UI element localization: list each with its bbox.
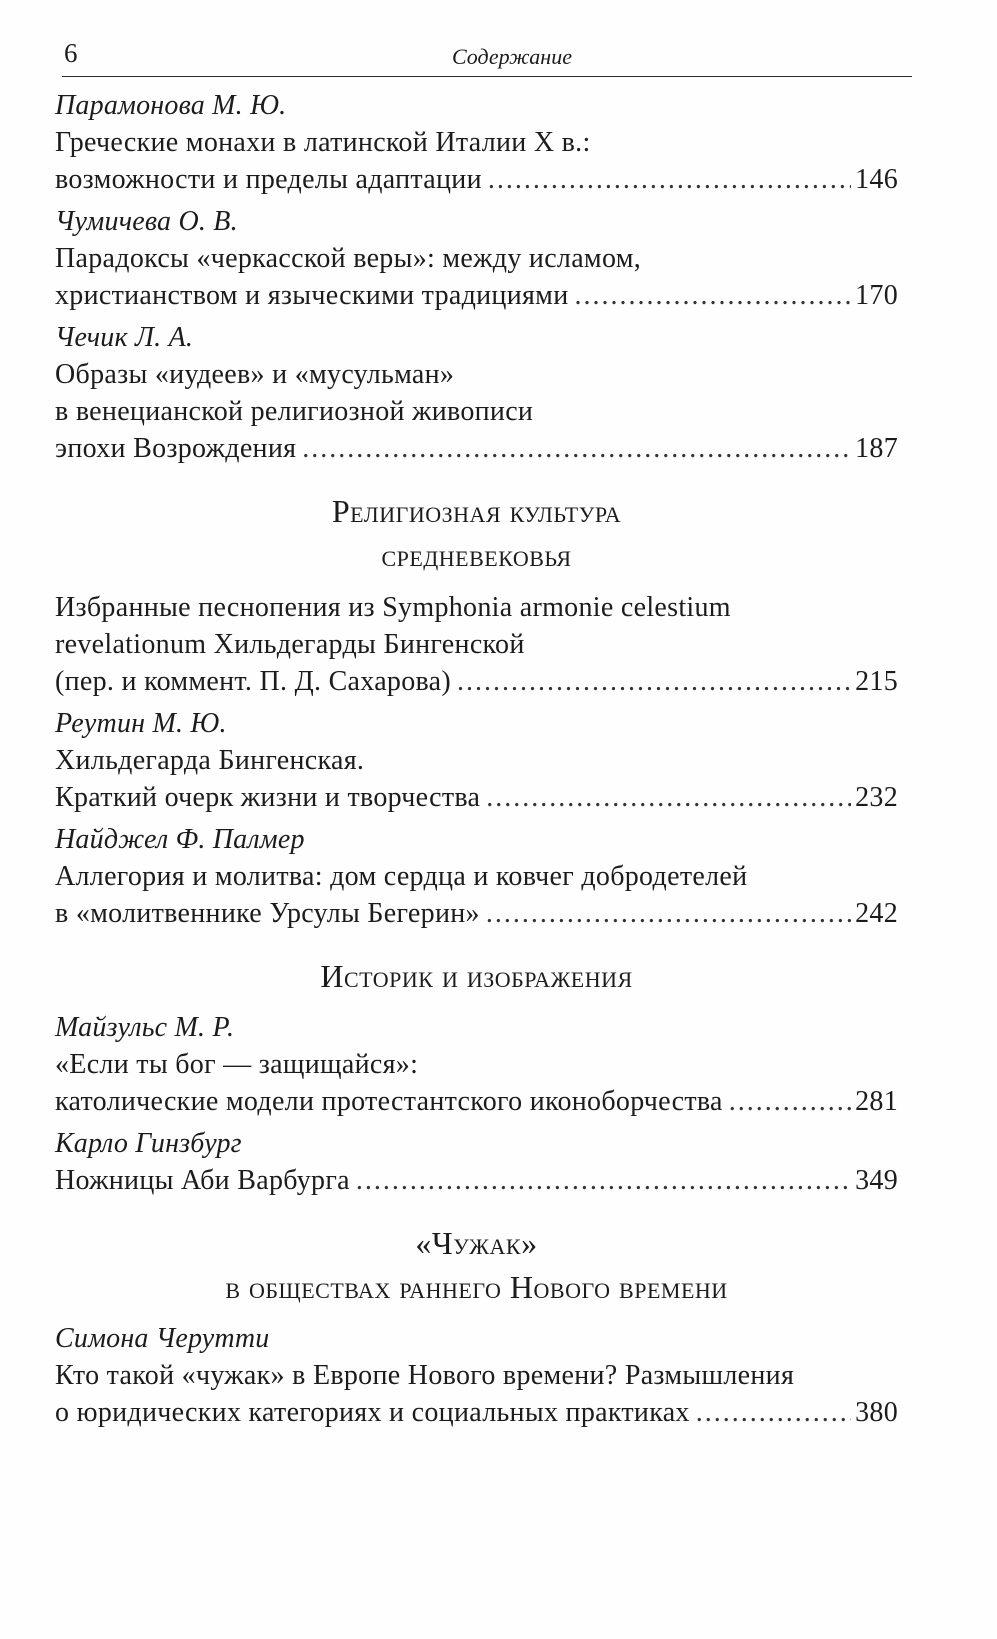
entry-title-text: о юридических категориях и социальных практиках	[55, 1397, 690, 1428]
entry-page-number: 281	[855, 1086, 898, 1117]
section-heading-line: Историк и изображения	[320, 958, 633, 994]
entry-title-last-line	[55, 779, 898, 816]
entry-title-text: христианством и языческими традициями	[55, 280, 569, 311]
section-heading	[55, 489, 898, 577]
entry-title-line: Избранные песнопения из Symphonia armonie celestium	[55, 592, 731, 623]
toc-entry	[55, 589, 898, 700]
dot-leader	[488, 161, 851, 198]
entry-title-last-line	[55, 1394, 898, 1431]
entry-author: Симона Черутти	[55, 1323, 270, 1354]
entry-title-text: (пер. и коммент. П. Д. Сахарова)	[55, 666, 452, 697]
toc-entry	[55, 706, 898, 816]
entry-author: Карло Гинзбург	[55, 1128, 242, 1159]
entry-title-line: revelationum Хильдегарды Бингенской	[55, 629, 525, 660]
section-heading	[55, 954, 898, 998]
toc-entry	[55, 1010, 898, 1120]
entry-title-line: Греческие монахи в латинской Италии X в.:	[55, 127, 591, 158]
entry-title-line: «Если ты бог — защищайся»:	[55, 1049, 419, 1080]
toc-entry	[55, 204, 898, 314]
entry-title-line: Парадоксы «черкасской веры»: между исламом,	[55, 243, 642, 274]
dot-leader	[696, 1394, 851, 1431]
entry-title-last-line	[55, 277, 898, 314]
entry-page-number: 170	[855, 280, 898, 311]
toc-entry	[55, 1321, 898, 1431]
page-header	[62, 36, 912, 77]
entry-page-number: 146	[855, 164, 898, 195]
entry-title-last-line	[55, 161, 898, 198]
section-heading	[55, 1221, 898, 1309]
dot-leader	[729, 1083, 851, 1120]
entry-page-number: 187	[855, 433, 898, 464]
toc-entry	[55, 320, 898, 467]
toc-entry	[55, 88, 898, 198]
entry-author: Чумичева О. В.	[55, 206, 238, 237]
entry-title-text: в «молитвеннике Урсулы Бегерин»	[55, 898, 480, 929]
entry-title-text: католические модели протестантского иконоборчества	[55, 1086, 723, 1117]
entry-author: Найджел Ф. Палмер	[55, 824, 305, 855]
dot-leader	[574, 277, 851, 314]
entry-title-text: эпохи Возрождения	[55, 433, 297, 464]
entry-author: Майзульс М. Р.	[55, 1012, 235, 1043]
dot-leader	[302, 430, 851, 467]
running-title: Содержание	[451, 44, 572, 69]
dot-leader	[457, 663, 851, 700]
entry-author: Реутин М. Ю.	[55, 708, 227, 739]
entry-page-number: 380	[855, 1397, 898, 1428]
section-heading-line: «Чужак»	[415, 1225, 538, 1261]
toc-entry	[55, 822, 898, 932]
entry-title-line: Хильдегарда Бингенская.	[55, 745, 365, 776]
entry-author: Чечик Л. А.	[55, 322, 194, 353]
section-heading-line: Религиозная культура	[331, 493, 622, 529]
entry-page-number: 242	[855, 898, 898, 929]
entry-title-text: Ножницы Аби Варбурга	[55, 1165, 350, 1196]
entry-title-line: в венецианской религиозной живописи	[55, 396, 534, 427]
entry-title-last-line	[55, 895, 898, 932]
section-heading-line: средневековья	[381, 537, 572, 573]
entry-author: Парамонова М. Ю.	[55, 90, 287, 121]
page-number: 6	[64, 38, 78, 68]
entry-title-line: Аллегория и молитва: дом сердца и ковчег добродетелей	[55, 861, 748, 892]
entry-title-last-line	[55, 663, 898, 700]
entry-title-last-line	[55, 1083, 898, 1120]
entry-page-number: 349	[855, 1165, 898, 1196]
entry-title-last-line	[55, 430, 898, 467]
entry-title-line: Кто такой «чужак» в Европе Нового времени? Размышления	[55, 1360, 795, 1391]
dot-leader	[486, 779, 851, 816]
entry-title-last-line	[55, 1162, 898, 1199]
entry-page-number: 232	[855, 782, 898, 813]
section-heading-line: в обществах раннего Нового времени	[225, 1269, 728, 1305]
dot-leader	[486, 895, 851, 932]
entry-title-text: Краткий очерк жизни и творчества	[55, 782, 481, 813]
entry-page-number: 215	[855, 666, 898, 697]
toc-entry	[55, 1126, 898, 1199]
entry-title-line: Образы «иудеев» и «мусульман»	[55, 359, 455, 390]
dot-leader	[356, 1162, 851, 1199]
entry-title-text: возможности и пределы адаптации	[55, 164, 482, 195]
table-of-contents	[55, 88, 898, 1437]
